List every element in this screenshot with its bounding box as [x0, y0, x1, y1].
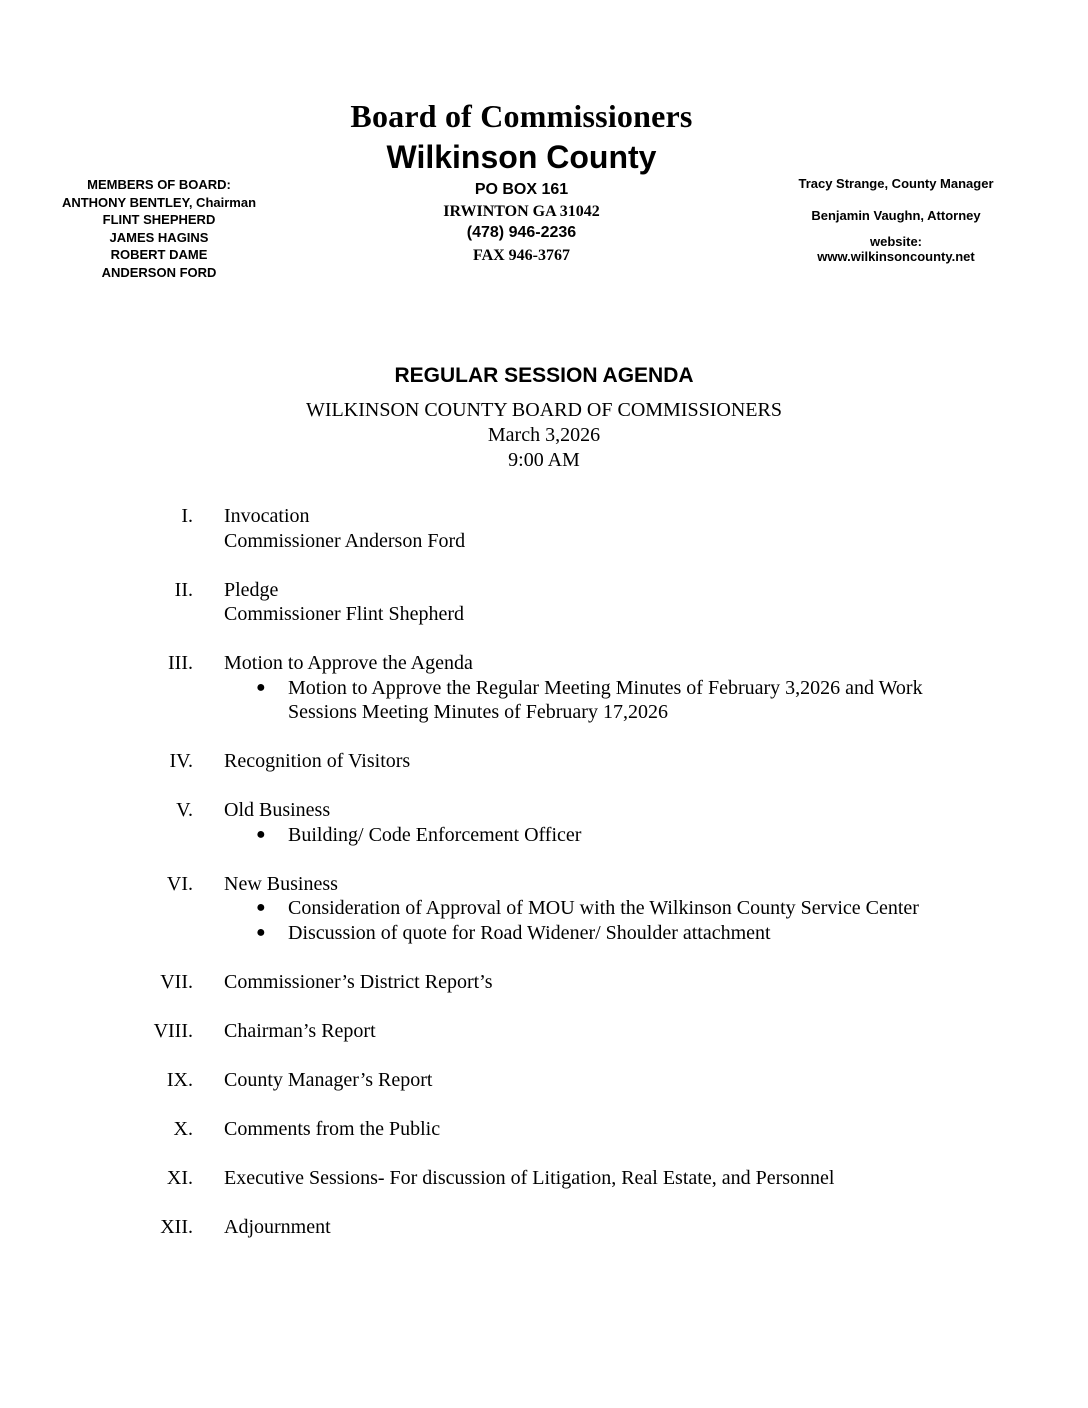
- item-title: County Manager’s Report: [224, 1068, 433, 1091]
- agenda-item: [0, 1166, 1088, 1191]
- staff-block: [782, 176, 1010, 264]
- bullet-text: Consideration of Approval of MOU with the Wilkinson County Service Center: [288, 897, 919, 919]
- item-numeral: VIII.: [153, 1019, 193, 1042]
- item-numeral: XI.: [166, 1166, 193, 1189]
- bullet-item: [224, 896, 944, 921]
- item-numeral: IX.: [166, 1068, 193, 1091]
- item-title: New Business: [224, 872, 338, 895]
- bullet-text: Building/ Code Enforcement Officer: [288, 823, 582, 846]
- agenda-item: [0, 578, 1088, 627]
- item-title: Adjournment: [224, 1215, 331, 1238]
- item-title: Recognition of Visitors: [224, 750, 411, 772]
- bullet-item: [224, 921, 944, 946]
- letterhead-county: Wilkinson County: [386, 139, 657, 175]
- website-link[interactable]: www.wilkinsoncounty.net: [817, 249, 975, 264]
- item-title: Old Business: [224, 799, 331, 821]
- county-manager: Tracy Strange, County Manager: [798, 176, 994, 191]
- attorney: Benjamin Vaughn, Attorney: [811, 208, 981, 223]
- item-bullets: [224, 896, 944, 945]
- member-name: ROBERT DAME: [110, 247, 208, 262]
- agenda-date: March 3,2026: [487, 424, 601, 446]
- item-subtitle: Commissioner Anderson Ford: [224, 529, 466, 552]
- item-numeral: III.: [168, 652, 193, 674]
- item-title: Commissioner’s District Report’s: [224, 970, 493, 993]
- item-title: Executive Sessions- For discussion of Litigation, Real Estate, and Personnel: [224, 1166, 835, 1189]
- agenda-list: [0, 504, 1088, 1264]
- bullet-item: [224, 823, 944, 848]
- agenda-item: [0, 1215, 1088, 1240]
- agenda-item: [0, 798, 1088, 847]
- item-title: Motion to Approve the Agenda: [224, 652, 473, 674]
- item-numeral: I.: [181, 505, 193, 527]
- item-bullets: [224, 823, 944, 848]
- item-title: Invocation: [224, 505, 310, 527]
- website-label: website:: [869, 234, 922, 249]
- member-name: ANTHONY BENTLEY, Chairman: [61, 194, 257, 210]
- item-title: Pledge: [224, 578, 279, 601]
- agenda-item: [0, 1019, 1088, 1044]
- member-name: JAMES HAGINS: [109, 229, 209, 245]
- member-name: ANDERSON FORD: [101, 264, 217, 280]
- item-numeral: V.: [176, 799, 193, 821]
- agenda-item: [0, 872, 1088, 946]
- item-numeral: IV.: [169, 750, 193, 772]
- item-numeral: VII.: [160, 970, 193, 993]
- item-numeral: VI.: [166, 872, 193, 895]
- bullet-text: Motion to Approve the Regular Meeting Minutes of February 3,2026 and Work Sessions Meeting Minutes of February 17,2026: [288, 676, 923, 723]
- agenda-item: [0, 749, 1088, 774]
- bullet-icon: ●: [256, 678, 266, 696]
- letterhead-title: Board of Commissioners: [350, 98, 693, 134]
- bullet-text: Discussion of quote for Road Widener/ Shoulder attachment: [288, 921, 771, 944]
- item-numeral: XII.: [160, 1215, 193, 1238]
- item-subtitle: Commissioner Flint Shepherd: [224, 603, 464, 625]
- members-heading: MEMBERS OF BOARD:: [87, 177, 231, 192]
- item-numeral: X.: [173, 1117, 193, 1140]
- letterhead-city: IRWINTON GA 31042: [443, 203, 600, 220]
- agenda-item: [0, 970, 1088, 995]
- item-title: Chairman’s Report: [224, 1019, 376, 1042]
- agenda-org: WILKINSON COUNTY BOARD OF COMMISSIONERS: [306, 399, 782, 421]
- letterhead-fax: FAX 946-3767: [472, 247, 571, 264]
- agenda-item: [0, 651, 1088, 725]
- agenda-subheading: [0, 398, 1088, 473]
- bullet-icon: ●: [256, 899, 266, 916]
- item-title: Comments from the Public: [224, 1117, 441, 1140]
- agenda-item: [0, 1068, 1088, 1093]
- agenda-title: REGULAR SESSION AGENDA: [394, 364, 694, 387]
- item-numeral: II.: [174, 578, 193, 601]
- letterhead-phone: (478) 946-2236: [466, 224, 577, 241]
- agenda-item: [0, 1117, 1088, 1142]
- bullet-icon: ●: [256, 825, 266, 843]
- bullet-icon: ●: [256, 923, 266, 941]
- bullet-item: [224, 676, 944, 725]
- board-members-block: [48, 176, 270, 281]
- item-bullets: [224, 676, 944, 725]
- member-name: FLINT SHEPHERD: [102, 212, 216, 227]
- agenda-time: 9:00 AM: [508, 449, 580, 471]
- letterhead-po-box: PO BOX 161: [474, 181, 569, 198]
- agenda-item: [0, 504, 1088, 553]
